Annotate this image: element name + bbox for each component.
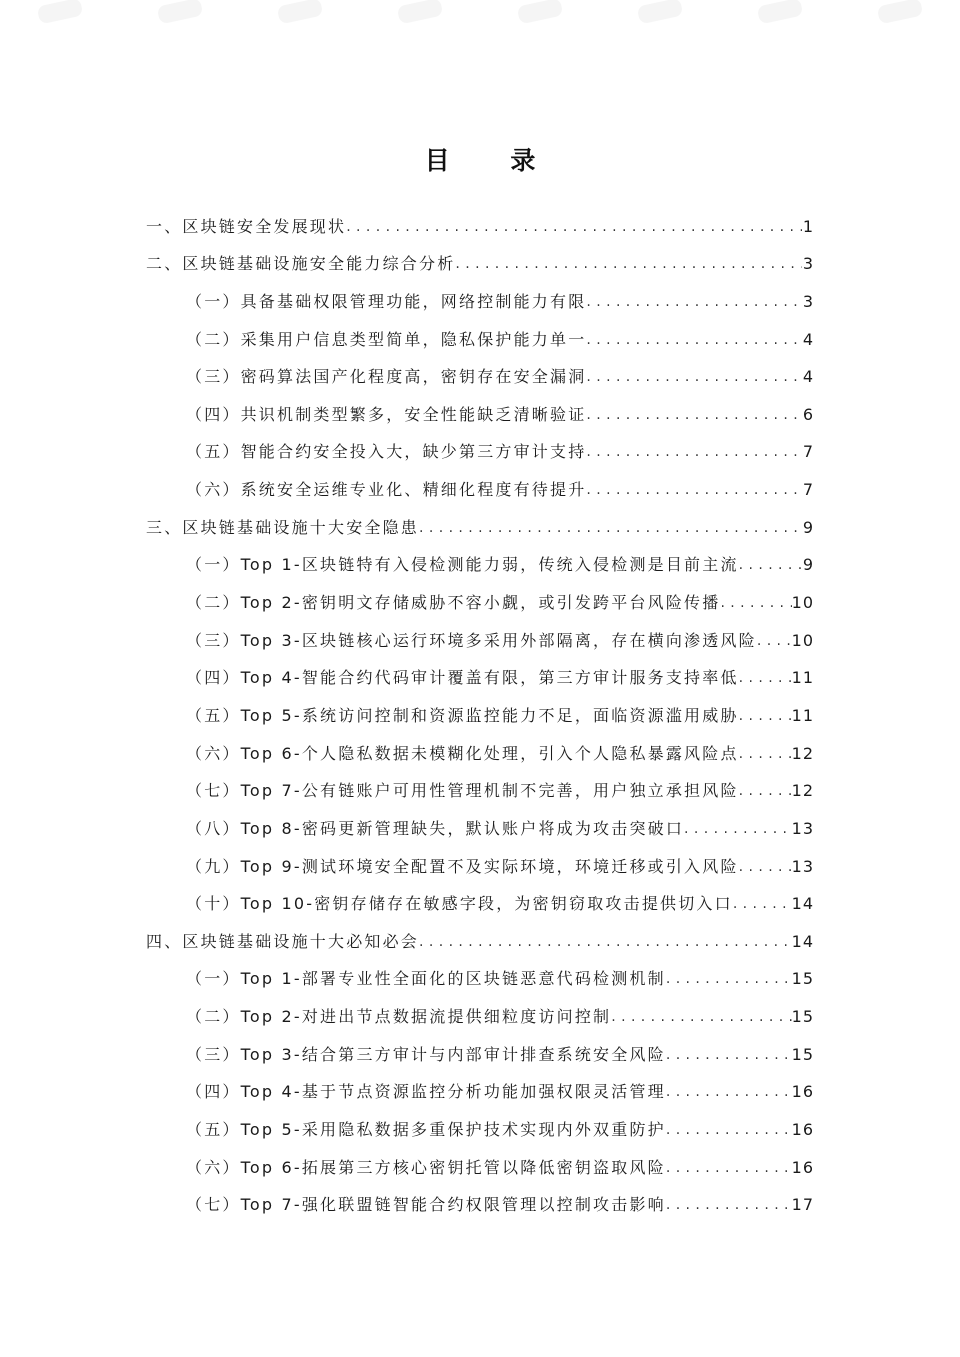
toc-page-number: 16: [791, 1082, 814, 1102]
toc-page-number: 16: [791, 1157, 814, 1177]
toc-entry-title: （八）Top 8-密码更新管理缺失，默认账户将成为攻击突破口: [186, 818, 685, 838]
toc-dot-leader: [733, 894, 792, 918]
toc-dot-leader: [739, 668, 792, 692]
toc-subsection-entry[interactable]: [146, 993, 814, 1031]
toc-section-entry[interactable]: [146, 504, 814, 542]
toc-subsection-entry[interactable]: [146, 542, 814, 580]
toc-dot-leader: [739, 857, 792, 881]
toc-entry-title: 三、区块链基础设施十大安全隐患: [146, 517, 420, 537]
toc-entry-title: （九）Top 9-测试环境安全配置不及实际环境，环境迁移或引入风险: [186, 856, 739, 876]
toc-entry-title: （四）Top 4-基于节点资源监控分析功能加强权限灵活管理: [186, 1082, 666, 1102]
toc-entry-title: （三）Top 3-结合第三方审计与内部审计排查系统安全风险: [186, 1044, 666, 1064]
toc-page-number: 7: [802, 442, 814, 462]
toc-page-number: 14: [791, 931, 814, 951]
toc-page-number: 3: [802, 254, 814, 274]
toc-page-number: 3: [802, 291, 814, 311]
toc-dot-leader: [611, 1007, 791, 1031]
toc-dot-leader: [586, 367, 802, 391]
toc-page-number: 11: [791, 668, 814, 688]
toc-subsection-entry[interactable]: [146, 466, 814, 504]
toc-entry-title: （六）系统安全运维专业化、精细化程度有待提升: [186, 480, 587, 500]
toc-entry-title: （一）Top 1-部署专业性全面化的区块链恶意代码检测机制: [186, 969, 666, 989]
toc-entry-title: （六）Top 6-拓展第三方核心密钥托管以降低密钥盗取风险: [186, 1157, 666, 1177]
toc-page-number: 1: [802, 216, 814, 236]
toc-entry-title: （十）Top 10-密钥存储存在敏感字段，为密钥窃取攻击提供切入口: [186, 894, 733, 914]
toc-subsection-entry[interactable]: [146, 1031, 814, 1069]
toc-dot-leader: [419, 932, 792, 956]
toc-subsection-entry[interactable]: [146, 843, 814, 881]
watermark-mark: [517, 0, 564, 24]
watermark-mark: [637, 0, 684, 24]
toc-entry-title: 四、区块链基础设施十大必知必会: [146, 931, 420, 951]
toc-page-number: 16: [791, 1120, 814, 1140]
toc-page-number: 10: [791, 630, 814, 650]
toc-subsection-entry[interactable]: [146, 1182, 814, 1220]
watermark-mark: [877, 0, 924, 24]
toc-section-entry[interactable]: [146, 918, 814, 956]
toc-page-number: 9: [802, 555, 814, 575]
toc-subsection-entry[interactable]: [146, 730, 814, 768]
toc-page-number: 11: [791, 705, 814, 725]
toc-page-number: 4: [802, 329, 814, 349]
toc-page-number: 15: [791, 1007, 814, 1027]
toc-dot-leader: [586, 480, 802, 504]
toc-subsection-entry[interactable]: [146, 316, 814, 354]
toc-entry-title: 一、区块链安全发展现状: [146, 216, 347, 236]
toc-page-number: 6: [802, 404, 814, 424]
toc-dot-leader: [684, 819, 792, 843]
toc-entry-title: （三）密码算法国产化程度高，密钥存在安全漏洞: [186, 367, 587, 387]
toc-subsection-entry[interactable]: [146, 278, 814, 316]
toc-dot-leader: [739, 744, 792, 768]
toc-entry-title: （四）Top 4-智能合约代码审计覆盖有限，第三方审计服务支持率低: [186, 668, 739, 688]
toc-dot-leader: [666, 1195, 792, 1219]
toc-subsection-entry[interactable]: [146, 1069, 814, 1107]
toc-page-number: 15: [791, 1044, 814, 1064]
toc-page-number: 13: [791, 818, 814, 838]
toc-entry-title: （二）采集用户信息类型简单，隐私保护能力单一: [186, 329, 587, 349]
toc-dot-leader: [666, 1045, 792, 1069]
toc-entry-title: （三）Top 3-区块链核心运行环境多采用外部隔离，存在横向渗透风险: [186, 630, 757, 650]
toc-subsection-entry[interactable]: [146, 655, 814, 693]
page-title: 目 录: [424, 145, 562, 175]
toc-subsection-entry[interactable]: [146, 956, 814, 994]
toc-dot-leader: [666, 1120, 792, 1144]
watermark-mark: [157, 0, 204, 24]
toc-entry-title: （六）Top 6-个人隐私数据未模糊化处理，引入个人隐私暴露风险点: [186, 743, 739, 763]
toc-subsection-entry[interactable]: [146, 881, 814, 919]
watermark-strip: [0, 0, 960, 26]
toc-page-number: 9: [802, 517, 814, 537]
toc-entry-title: （五）Top 5-采用隐私数据多重保护技术实现内外双重防护: [186, 1120, 666, 1140]
toc-page-number: 14: [791, 894, 814, 914]
toc-entry-title: （一）Top 1-区块链特有入侵检测能力弱，传统入侵检测是目前主流: [186, 555, 739, 575]
watermark-mark: [397, 0, 444, 24]
toc-subsection-entry[interactable]: [146, 579, 814, 617]
toc-subsection-entry[interactable]: [146, 692, 814, 730]
toc-dot-leader: [739, 781, 792, 805]
toc-dot-leader: [666, 969, 792, 993]
toc-dot-leader: [720, 593, 791, 617]
toc-entry-title: 二、区块链基础设施安全能力综合分析: [146, 254, 456, 274]
toc-page-number: 15: [791, 969, 814, 989]
toc-page-number: 12: [791, 743, 814, 763]
toc-entry-title: （二）Top 2-对进出节点数据流提供细粒度访问控制: [186, 1007, 612, 1027]
toc-subsection-entry[interactable]: [146, 1144, 814, 1182]
watermark-mark: [757, 0, 804, 24]
toc-dot-leader: [346, 217, 802, 241]
toc-dot-leader: [739, 555, 802, 579]
toc-dot-leader: [586, 330, 802, 354]
toc-entry-title: （四）共识机制类型繁多，安全性能缺乏清晰验证: [186, 404, 587, 424]
toc-entry-title: （一）具备基础权限管理功能，网络控制能力有限: [186, 291, 587, 311]
toc-subsection-entry[interactable]: [146, 805, 814, 843]
toc-entry-title: （七）Top 7-公有链账户可用性管理机制不完善，用户独立承担风险: [186, 781, 739, 801]
toc-subsection-entry[interactable]: [146, 617, 814, 655]
toc-subsection-entry[interactable]: [146, 768, 814, 806]
toc-dot-leader: [586, 442, 802, 466]
table-of-contents: [146, 203, 814, 1219]
toc-subsection-entry[interactable]: [146, 391, 814, 429]
toc-section-entry[interactable]: [146, 203, 814, 241]
toc-entry-title: （五）智能合约安全投入大，缺少第三方审计支持: [186, 442, 587, 462]
toc-page-number: 4: [802, 367, 814, 387]
toc-page-number: 12: [791, 781, 814, 801]
toc-section-entry[interactable]: [146, 241, 814, 279]
toc-subsection-entry[interactable]: [146, 1106, 814, 1144]
toc-page-number: 7: [802, 480, 814, 500]
toc-page-number: 17: [791, 1195, 814, 1215]
toc-dot-leader: [666, 1082, 792, 1106]
toc-page-number: 13: [791, 856, 814, 876]
toc-page-number: 10: [791, 593, 814, 613]
toc-dot-leader: [586, 292, 802, 316]
toc-subsection-entry[interactable]: [146, 429, 814, 467]
toc-dot-leader: [757, 631, 792, 655]
toc-dot-leader: [455, 254, 802, 278]
toc-entry-title: （五）Top 5-系统访问控制和资源监控能力不足，面临资源滥用威胁: [186, 705, 739, 725]
toc-entry-title: （七）Top 7-强化联盟链智能合约权限管理以控制攻击影响: [186, 1195, 666, 1215]
toc-dot-leader: [419, 518, 802, 542]
toc-dot-leader: [586, 405, 802, 429]
watermark-mark: [277, 0, 324, 24]
toc-dot-leader: [666, 1158, 792, 1182]
watermark-mark: [37, 0, 84, 24]
toc-dot-leader: [739, 706, 792, 730]
toc-subsection-entry[interactable]: [146, 354, 814, 392]
toc-entry-title: （二）Top 2-密钥明文存储威胁不容小觑，或引发跨平台风险传播: [186, 593, 721, 613]
